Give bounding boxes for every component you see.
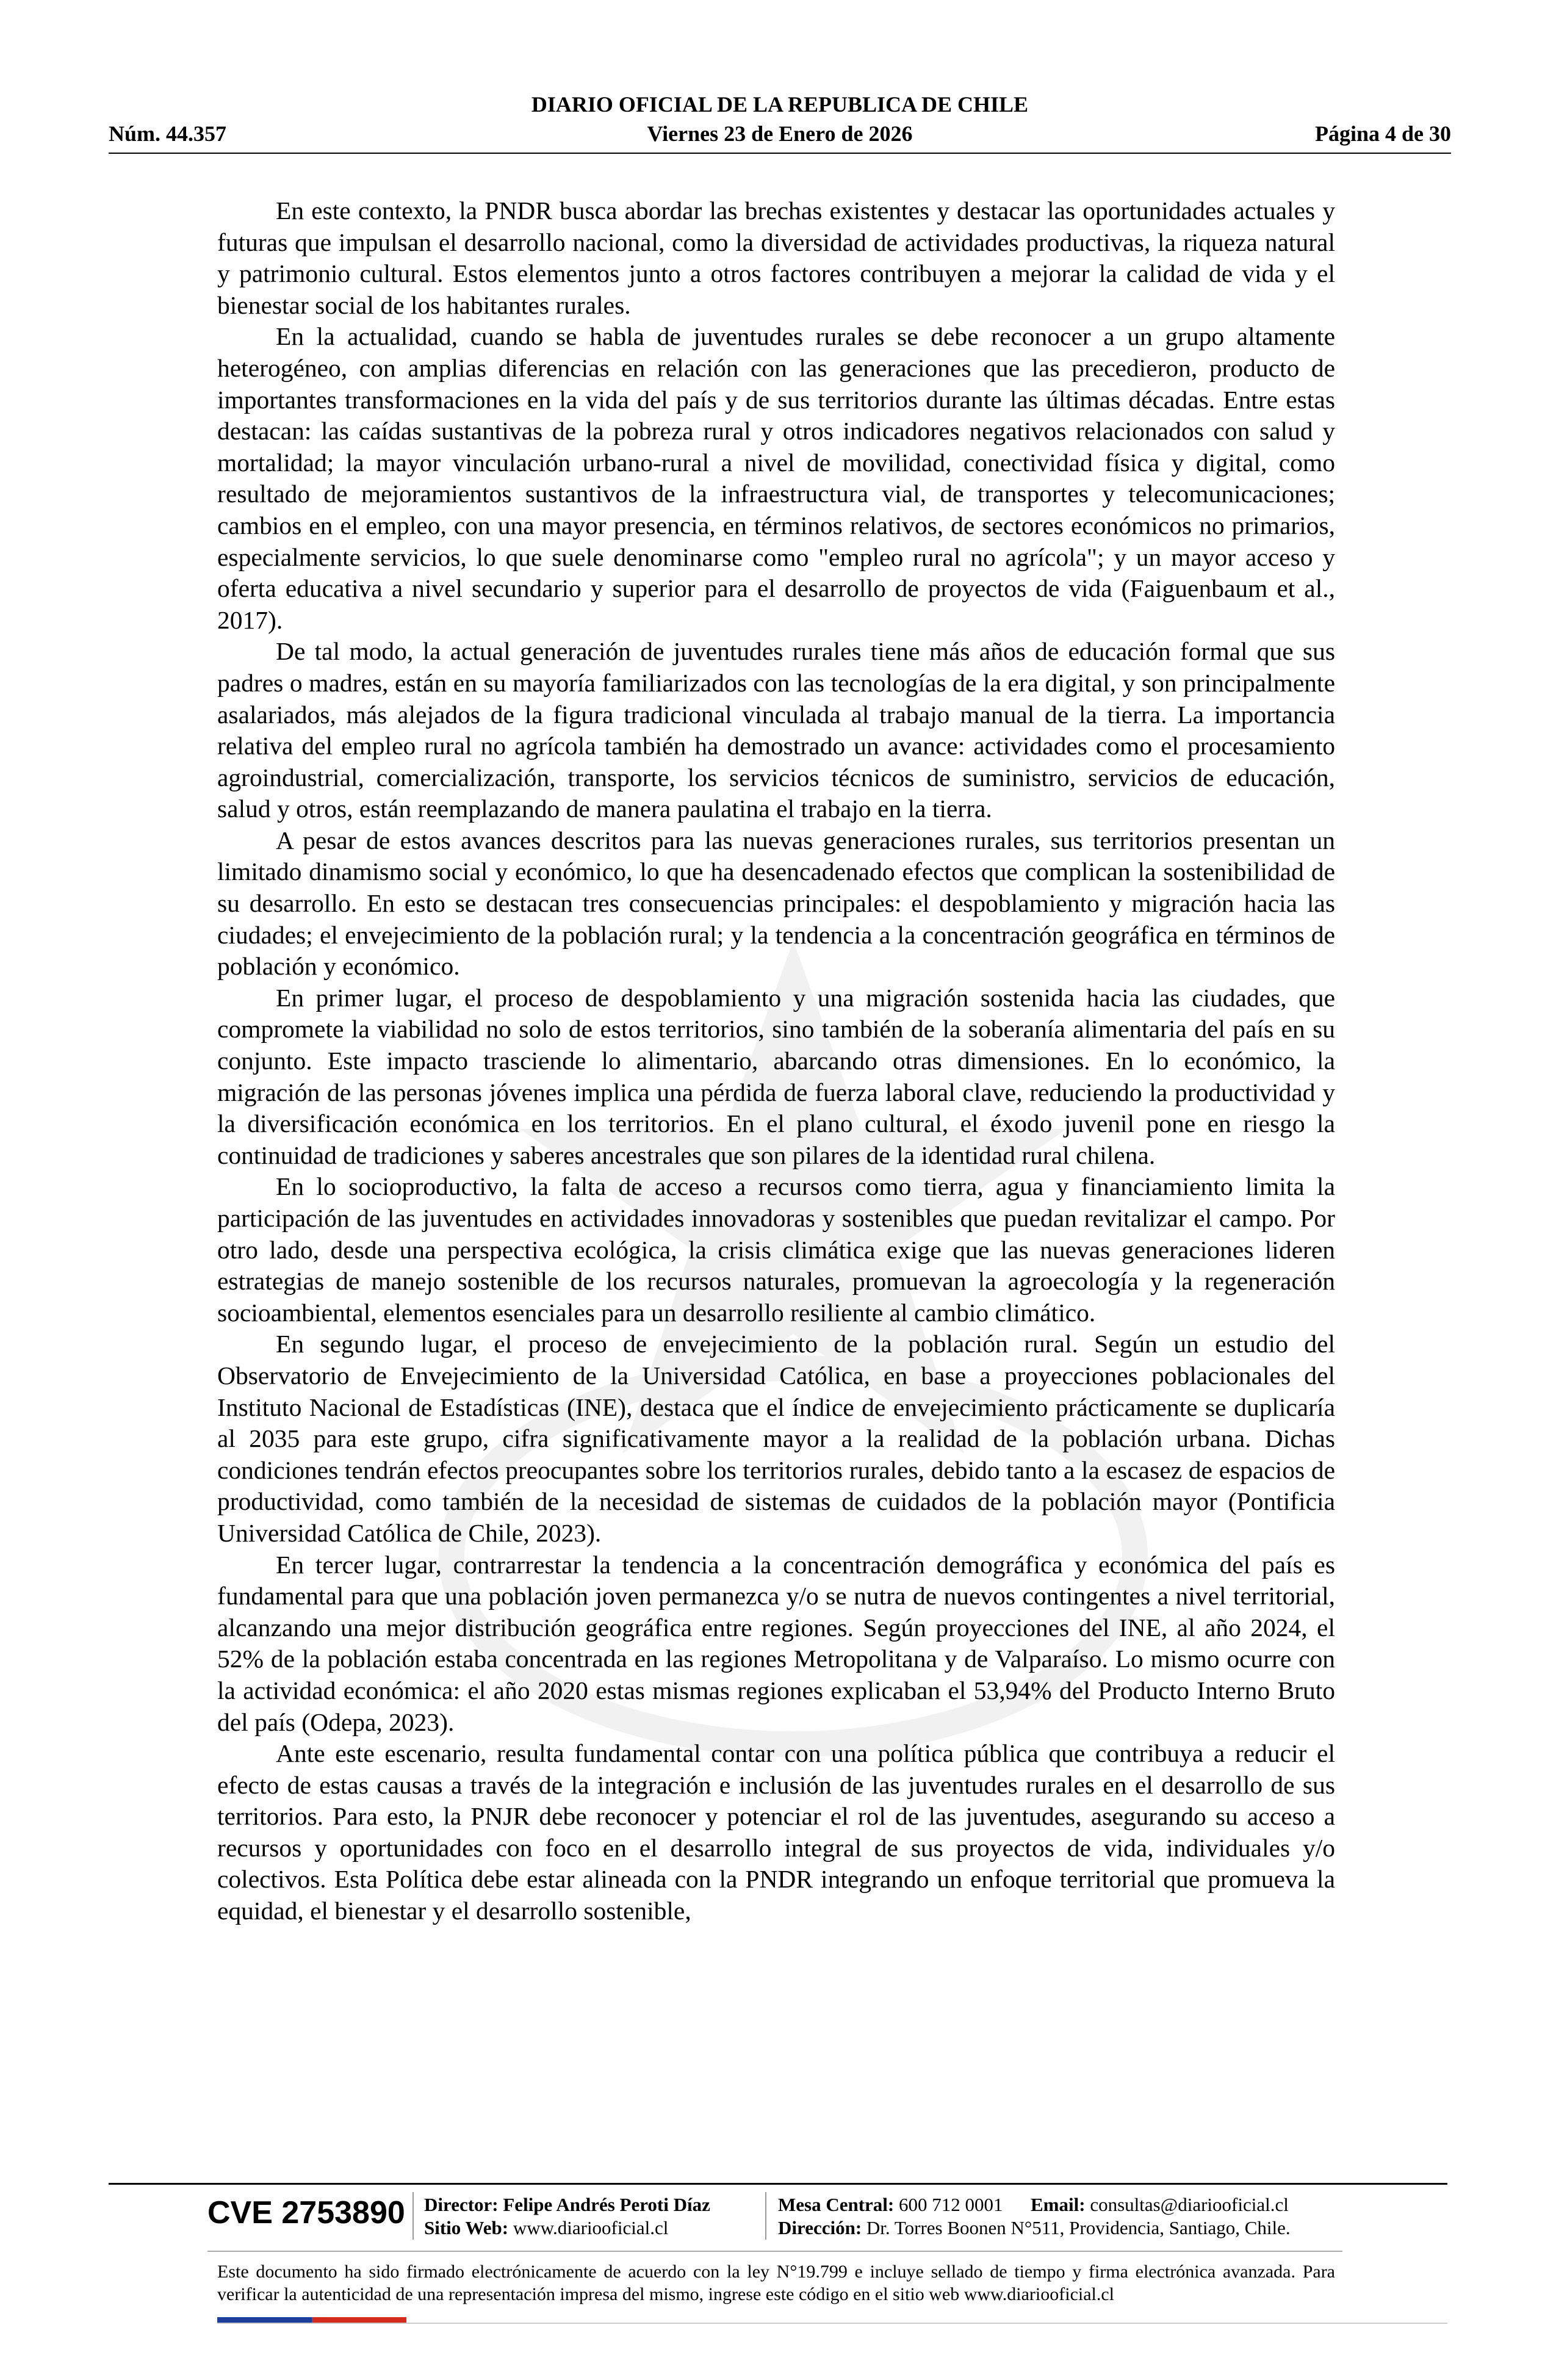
paragraph: En lo socioproductivo, la falta de acceso a recursos como tierra, agua y financiamiento limita la participación de las juventudes en actividades innovadoras y sostenibles que puedan revitalizar el campo. Por otro lado, desde una perspectiva ecológica, la crisis climática exige que las nuevas generaciones lideren estrategias de manejo sostenible de los recursos naturales, promuevan la agroecología y la regeneración socioambiental, elementos esenciales para un desarrollo resiliente al cambio climático. xyxy=(217,1172,1335,1327)
paragraph: En tercer lugar, contrarrestar la tendencia a la concentración demográfica y económica del país es fundamental para que una población joven permanezca y/o se nutra de nuevos contingentes a nivel territorial, alcanzando una mejor distribución geográfica entre regiones. Según proyecciones del INE, al año 2024, el 52% de la población estaba concentrada en las regiones Metropolitana y de Valparaíso. Lo mismo ocurre con la actividad económica: el año 2020 estas mismas regiones explicaban el 53,94% del Producto Interno Bruto del país (Odepa, 2023). xyxy=(217,1550,1335,1736)
paragraph: De tal modo, la actual generación de juventudes rurales tiene más años de educación formal que sus padres o madres, están en su mayoría familiarizados con las tecnologías de la era digital, y son principalmente asalariados, más alejados de la figura tradicional vinculada al trabajo manual de la tierra. La importancia relativa del empleo rural no agrícola también ha demostrado un avance: actividades como el procesamiento agroindustrial, comercialización, transporte, los servicios técnicos de suministro, servicios de educación, salud y otros, están reemplazando de manera paulatina el trabajo en la tierra. xyxy=(217,637,1335,823)
mesa-label: Mesa Central: xyxy=(778,2194,895,2215)
address-label: Dirección: xyxy=(778,2217,862,2238)
paragraph: En segundo lugar, el proceso de envejecimiento de la población rural. Según un estudio del Observatorio de Envejecimiento de la Universidad Católica, en base a proyecciones poblacionales del Instituto Nacional de Estadísticas (INE), destaca que el índice de envejecimiento prácticamente se duplicaría al 2035 para este grupo, cifra significativamente mayor a la realidad de la población urbana. Dichas condiciones tendrán efectos preocupantes sobre los territorios rurales, debido tanto a la escasez de espacios de productividad, como también de la necesidad de sistemas de cuidados de la población mayor (Pontificia Universidad Católica de Chile, 2023). xyxy=(217,1330,1335,1547)
publication-title: DIARIO OFICIAL DE LA REPUBLICA DE CHILE xyxy=(531,92,1029,117)
bottom-divider xyxy=(217,2323,1447,2324)
footer-divider xyxy=(109,2183,1447,2185)
footer-inner-divider xyxy=(207,2251,1342,2252)
article-body xyxy=(217,195,1335,1927)
director-name: Felipe Andrés Peroti Díaz xyxy=(503,2194,710,2215)
footer-separator xyxy=(412,2192,414,2240)
issue-date: Viernes 23 de Enero de 2026 xyxy=(647,121,913,146)
website-link[interactable]: www.diariooficial.cl xyxy=(513,2217,669,2238)
address-line xyxy=(778,2216,1291,2239)
cve-code: CVE 2753890 xyxy=(207,2195,405,2230)
paragraph: Ante este escenario, resulta fundamental contar con una política pública que contribuya a reducir el efecto de estas causas a través de la integración e inclusión de las juventudes rurales en el desarrollo de sus territorios. Para esto, la PNJR debe reconocer y potenciar el rol de las juventudes, asegurando su acceso a recursos y oportunidades con foco en el desarrollo integral de sus proyectos de vida, individuales y/o colectivos. Esta Política debe estar alineada con la PNDR integrando un enfoque territorial que promueva la equidad, el bienestar y el desarrollo sostenible, xyxy=(217,1739,1335,1925)
director-label: Director: xyxy=(424,2194,499,2215)
issue-number: Núm. 44.357 xyxy=(109,121,227,146)
address-value: Dr. Torres Boonen N°511, Providencia, Santiago, Chile. xyxy=(866,2217,1291,2238)
footer-separator xyxy=(765,2192,766,2240)
website-label: Sitio Web: xyxy=(424,2217,509,2238)
page-header xyxy=(109,92,1451,153)
paragraph: A pesar de estos avances descritos para las nuevas generaciones rurales, sus territorios presentan un limitado dinamismo social y económico, lo que ha desencadenado efectos que complican la sostenibilidad de su desarrollo. En esto se destacan tres consecuencias principales: el despoblamiento y migración hacia las ciudades; el envejecimiento de la población rural; y la tendencia a la concentración geográfica en términos de población y económico. xyxy=(217,826,1335,981)
paragraph: En primer lugar, el proceso de despoblamiento y una migración sostenida hacia las ciudades, que compromete la viabilidad no solo de estos territorios, sino también de la soberanía alimentaria del país en su conjunto. Este impacto trasciende lo alimentario, abarcando otras dimensiones. En lo económico, la migración de las personas jóvenes implica una pérdida de fuerza laboral clave, reduciendo la productividad y la diversificación económica en los territorios. En el plano cultural, el éxodo juvenil pone en riesgo la continuidad de tradiciones y saberes ancestrales que son pilares de la identidad rural chilena. xyxy=(217,983,1335,1169)
page-indicator: Página 4 de 30 xyxy=(1314,121,1451,146)
contact-line xyxy=(778,2193,1289,2216)
header-divider xyxy=(109,153,1451,154)
website-line xyxy=(424,2216,668,2239)
legal-notice: Este documento ha sido firmado electrónicamente de acuerdo con la ley N°19.799 e incluye sellado de tiempo y firma electrónica avanzada. Para verificar la autenticidad de una representación impresa del mismo, ingrese este código en el sitio web www.diariooficial.cl xyxy=(217,2262,1335,2304)
director-line xyxy=(424,2193,710,2216)
mesa-phone: 600 712 0001 xyxy=(899,2194,1003,2215)
paragraph: En este contexto, la PNDR busca abordar las brechas existentes y destacar las oportunidades actuales y futuras que impulsan el desarrollo nacional, como la diversidad de actividades productivas, la riqueza natural y patrimonio cultural. Estos elementos junto a otros factores contribuyen a mejorar la calidad de vida y el bienestar social de los habitantes rurales. xyxy=(217,197,1335,319)
email-label: Email: xyxy=(1031,2194,1086,2215)
paragraph: En la actualidad, cuando se habla de juventudes rurales se debe reconocer a un grupo altamente heterogéneo, con amplias diferencias en relación con las generaciones que las precedieron, producto de importantes transformaciones en la vida del país y de sus territorios durante las últimas décadas. Entre estas destacan: las caídas sustantivas de la pobreza rural y otros indicadores negativos relacionados con salud y mortalidad; la mayor vinculación urbano-rural a nivel de movilidad, conectividad física y digital, como resultado de mejoramientos sustantivos de la infraestructura vial, de transportes y telecomunicaciones; cambios en el empleo, con una mayor presencia, en términos relativos, de sectores económicos no primarios, especialmente servicios, lo que suele denominarse como "empleo rural no agrícola"; y un mayor acceso y oferta educativa a nivel secundario y superior para el desarrollo de proyectos de vida (Faiguenbaum et al., 2017). xyxy=(217,322,1335,634)
email-link[interactable]: consultas@diariooficial.cl xyxy=(1090,2194,1289,2215)
